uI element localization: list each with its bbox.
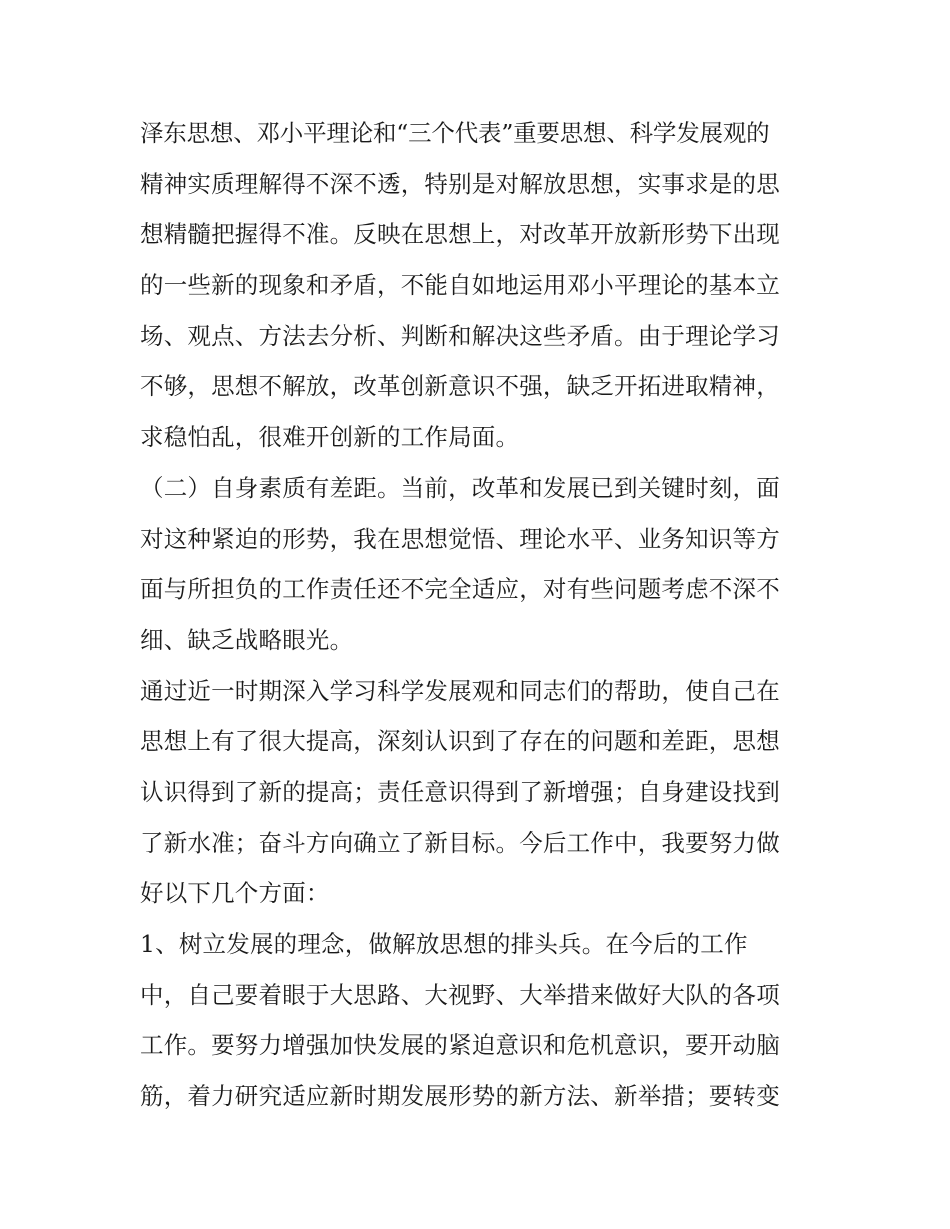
text-line: 精神实质理解得不深不透，特别是对解放思想，实事求是的思 bbox=[140, 169, 780, 198]
text-line: 思想上有了很大提高，深刻认识到了存在的问题和差距，思想 bbox=[140, 727, 780, 756]
text-line: 面与所担负的工作责任还不完全适应，对有些问题考虑不深不 bbox=[140, 575, 780, 604]
text-line: 筋，着力研究适应新时期发展形势的新方法、新举措；要转变 bbox=[140, 1082, 780, 1111]
text-line: 求稳怕乱，很难开创新的工作局面。 bbox=[140, 423, 520, 452]
text-line: 工作。要努力增强加快发展的紧迫意识和危机意识，要开动脑 bbox=[140, 1031, 780, 1060]
text-line: 了新水准；奋斗方向确立了新目标。今后工作中，我要努力做 bbox=[140, 828, 780, 857]
text-line: 想精髓把握得不准。反映在思想上，对改革开放新形势下出现 bbox=[140, 220, 780, 249]
document-body bbox=[140, 108, 820, 1122]
text-line: 的一些新的现象和矛盾，不能自如地运用邓小平理论的基本立 bbox=[140, 271, 780, 300]
text-line: 认识得到了新的提高；责任意识得到了新增强；自身建设找到 bbox=[140, 777, 780, 806]
text-line: 泽东思想、邓小平理论和“三个代表”重要思想、科学发展观的 bbox=[140, 119, 770, 147]
text-line: 好以下几个方面： bbox=[140, 879, 330, 908]
text-line: 对这种紧迫的形势，我在思想觉悟、理论水平、业务知识等方 bbox=[140, 524, 780, 553]
text-line: 细、缺乏战略眼光。 bbox=[140, 625, 354, 654]
text-line: 通过近一时期深入学习科学发展观和同志们的帮助，使自己在 bbox=[140, 676, 780, 705]
text-line: 不够，思想不解放，改革创新意识不强，缺乏开拓进取精神， bbox=[140, 372, 780, 401]
text-line: 场、观点、方法去分析、判断和解决这些矛盾。由于理论学习 bbox=[140, 321, 780, 350]
text-line: （二）自身素质有差距。当前，改革和发展已到关键时刻，面 bbox=[140, 473, 780, 502]
text-line: 中，自己要着眼于大思路、大视野、大举措来做好大队的各项 bbox=[140, 980, 780, 1009]
text-line: 1、树立发展的理念，做解放思想的排头兵。在今后的工作 bbox=[140, 930, 748, 958]
